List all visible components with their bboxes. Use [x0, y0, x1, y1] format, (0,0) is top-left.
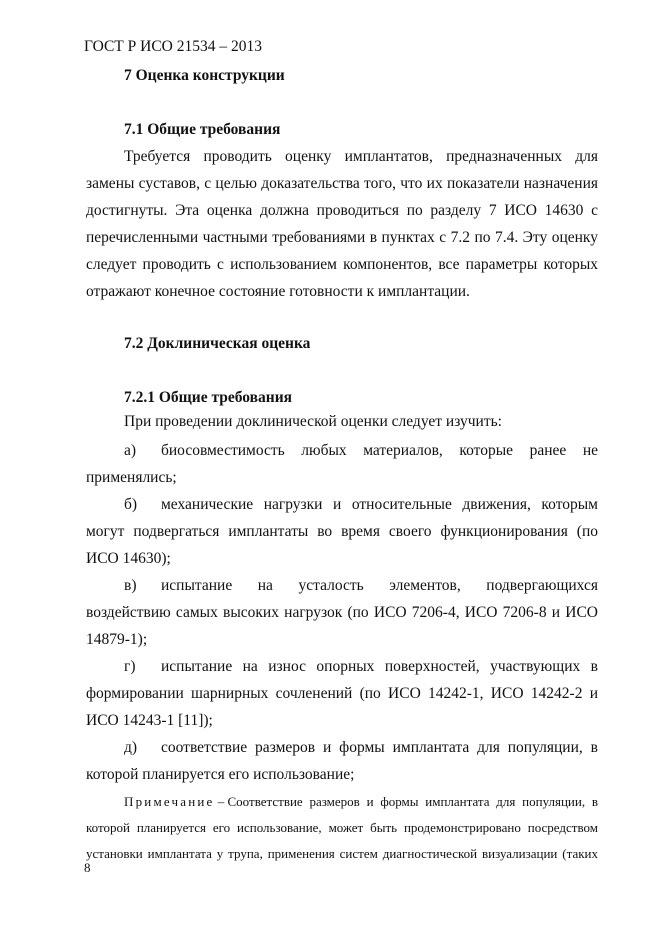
section-7-2-title: 7.2 Доклиническая оценка	[124, 335, 311, 352]
list-item-text: ИСО 14630);	[86, 550, 171, 567]
document-header: ГОСТ Р ИСО 21534 – 2013	[84, 38, 262, 55]
paragraph-line: перечисленными частными требованиями в пунктах с 7.2 по 7.4. Эту оценку	[86, 229, 598, 246]
list-item-text: соответствие размеров и формы имплантата для популяции, в	[161, 739, 598, 756]
note-first-line	[86, 789, 598, 815]
list-item-text: воздействию самых высоких нагрузок (по ИСО 7206-4, ИСО 7206-8 и ИСО	[86, 604, 598, 621]
list-item-text: механические нагрузки и относительные движения, которым	[161, 496, 598, 513]
note-block	[86, 789, 598, 867]
note-text: Соответствие размеров и формы имплантата для популяции, в	[227, 794, 598, 809]
note-text: установки имплантата у трупа, применения систем диагностической визуализации (таких	[86, 846, 598, 861]
list-item-text: 14879-1);	[86, 631, 148, 648]
list-item-a	[86, 437, 598, 491]
note-dash: –	[214, 794, 228, 809]
paragraph-line: следует проводить с использованием компонентов, все параметры которых	[86, 256, 598, 273]
list-item-text: которой планируется его использование;	[86, 766, 355, 783]
paragraph-line: Требуется проводить оценку имплантатов, предназначенных для	[124, 148, 598, 165]
list-marker: в)	[124, 577, 137, 594]
list-item-text: формировании шарнирных сочленений (по ИСО 14242-1, ИСО 14242-2 и	[86, 685, 598, 702]
list-marker: г)	[124, 658, 136, 675]
list-item-text: ИСО 14243-1 [11]);	[86, 712, 213, 729]
page-number: 8	[84, 860, 91, 875]
section-7-2-1-title: 7.2.1 Общие требования	[124, 389, 293, 406]
paragraph-line: достигнуты. Эта оценка должна проводиться по разделу 7 ИСО 14630 с	[86, 202, 598, 219]
section-7-title: 7 Оценка конструкции	[124, 67, 285, 84]
list-item-text: применялись;	[86, 469, 177, 486]
list-marker: д)	[124, 739, 138, 756]
note-text: которой планируется его использование, может быть продемонстрировано посредством	[86, 820, 598, 835]
list-item-e	[86, 734, 598, 788]
list-marker: а)	[124, 442, 137, 459]
paragraph-line: отражают конечное состояние готовности к имплантации.	[86, 283, 470, 300]
note-label: Примечание	[124, 794, 215, 809]
list-item-text: биосовместимость любых материалов, которые ранее не	[161, 442, 598, 459]
list-item-b	[86, 491, 598, 572]
list-item-text: испытание на усталость элементов, подвергающихся	[161, 577, 598, 594]
list-item-text: испытание на износ опорных поверхностей, участвующих в	[161, 658, 598, 675]
paragraph-line: замены суставов, с целью доказательства того, что их показатели назначения	[86, 175, 598, 192]
list-item-text: могут подвергаться имплантаты во время своего функционирования (по	[86, 523, 598, 540]
list-marker: б)	[124, 496, 138, 513]
section-7-1-title: 7.1 Общие требования	[124, 121, 281, 138]
intro-line: При проведении доклинической оценки следует изучить:	[124, 413, 502, 430]
list-item-d	[86, 653, 598, 734]
list-item-c	[86, 572, 598, 653]
section-7-1-paragraph	[86, 143, 598, 305]
